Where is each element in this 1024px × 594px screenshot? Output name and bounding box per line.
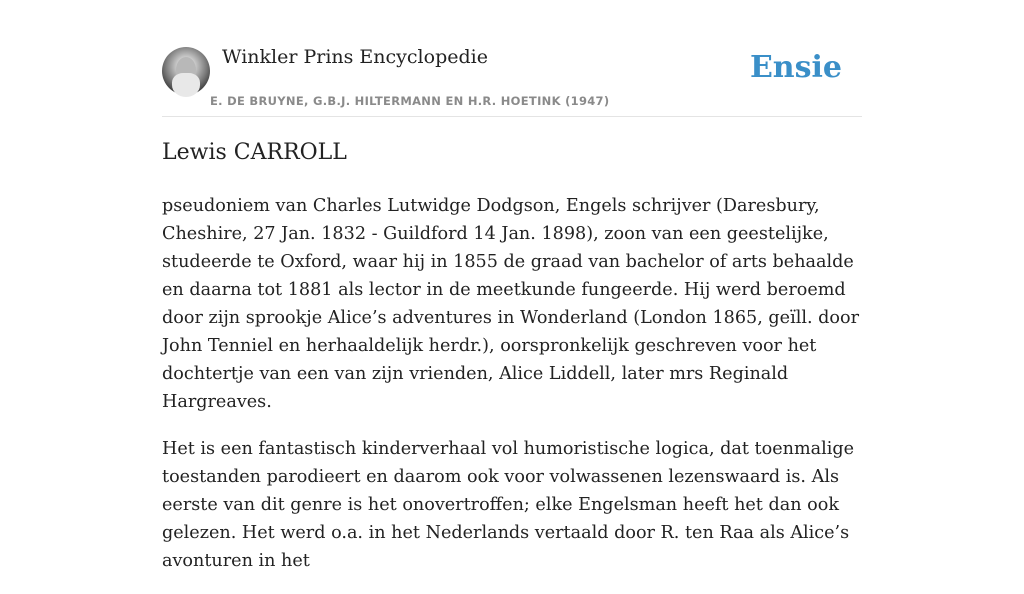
article (162, 0, 862, 571)
source-title[interactable]: Winkler Prins Encyclopedie (222, 46, 488, 68)
author-avatar[interactable] (162, 47, 210, 95)
entry-paragraph: Het is een fantastisch kinderverhaal vol humoristische logica, dat toenmalige toestanden parodieert en daarom ook voor volwassenen lezenswaard is. Als eerste van dit genre is het onovertroffen; elke Engelsman heeft het dan ook gelezen. Het werd o.a. in het Nederlands vertaald door R. ten Raa als Alice’s avonturen in het (162, 439, 855, 571)
entry-paragraph: pseudoniem van Charles Lutwidge Dodgson, Engels schrijver (Daresbury, Cheshire, 27 Jan. 1832 - Guildford 14 Jan. 1898), zoon van een geestelijke, studeerde te Oxford, waar hij in 1855 de graad van bachelor of arts behaalde en daarna tot 1881 als lector in de meetkunde fungeerde. Hij werd beroemd door zijn sprookje Alice’s adventures in Wonderland (London 1865, geïll. door John Tenniel en herhaaldelijk herdr.), oorspronkelijk geschreven voor het dochtertje van een van zijn vrienden, Alice Liddell, later mrs Reginald Hargreaves. (162, 196, 860, 412)
entry-body (162, 192, 862, 594)
source-header (162, 0, 862, 117)
entry-title: Lewis CARROLL (162, 140, 347, 165)
source-authors: E. DE BRUYNE, G.B.J. HILTERMANN EN H.R. HOETINK (1947) (210, 94, 610, 108)
avatar-beard (172, 73, 200, 97)
brand-logo[interactable]: Ensie (749, 50, 842, 85)
